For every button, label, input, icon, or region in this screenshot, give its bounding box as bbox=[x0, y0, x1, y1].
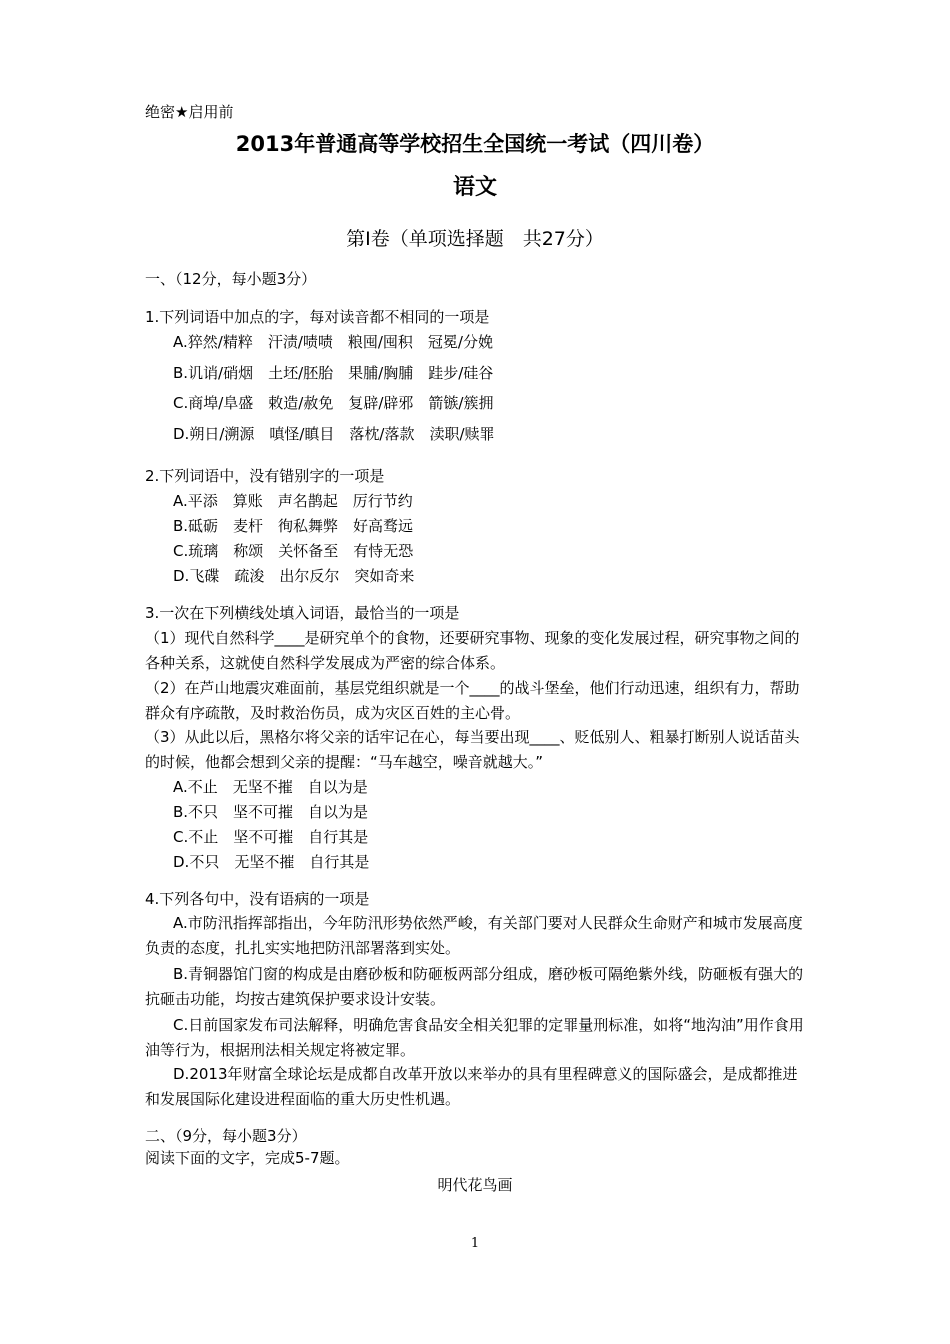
secret-label: 绝密★启用前 bbox=[145, 103, 234, 121]
part2-instruction: 阅读下面的文字，完成5-7题。 bbox=[145, 1149, 350, 1167]
q2-option-a: A.平添 算账 声名鹊起 厉行节约 bbox=[173, 492, 413, 510]
q3-sentence-2: （2）在芦山地震灾难面前，基层党组织就是一个____的战斗堡垒，他们行动迅速，组织有力，帮助群众有序疏散，及时救治伤员，成为灾区百姓的主心骨。 bbox=[145, 679, 800, 722]
q4-option-c: C.日前国家发布司法解释，明确危害食品安全相关犯罪的定罪量刑标准，如将“地沟油”用作食用油等行为，根据刑法相关规定将被定罪。 bbox=[145, 1016, 804, 1059]
part1-heading: 一、（12分，每小题3分） bbox=[145, 270, 317, 288]
q3-sentence-3: （3）从此以后，黑格尔将父亲的话牢记在心，每当要出现____、贬低别人、粗暴打断别人说话苗头的时候，他都会想到父亲的提醒：“马车越空，噪音就越大。” bbox=[145, 728, 800, 771]
q1-option-b: B.讥诮/硝烟 土坯/胚胎 果脯/胸脯 跬步/硅谷 bbox=[173, 364, 494, 382]
q3-option-b: B.不只 坚不可摧 自以为是 bbox=[173, 803, 369, 821]
q2-option-b: B.砥砺 麦杆 徇私舞弊 好高骛远 bbox=[173, 517, 414, 535]
q1-stem: 1.下列词语中加点的字，每对读音都不相同的一项是 bbox=[145, 308, 490, 326]
exam-title: 2013年普通高等学校招生全国统一考试（四川卷） bbox=[235, 132, 715, 156]
passage-title: 明代花鸟画 bbox=[437, 1176, 513, 1194]
q3-stem: 3.一次在下列横线处填入词语，最恰当的一项是 bbox=[145, 604, 460, 622]
q1-option-a: A.猝然/精粹 汗渍/啧啧 粮囤/囤积 冠冕/分娩 bbox=[173, 333, 493, 351]
q4-option-b: B.青铜器馆门窗的构成是由磨砂板和防砸板两部分组成，磨砂板可隔绝紫外线，防砸板有强大的抗砸击功能，均按古建筑保护要求设计安装。 bbox=[145, 965, 804, 1008]
q4-option-d: D.2013年财富全球论坛是成都自改革开放以来举办的具有里程碑意义的国际盛会，是成都推进和发展国际化建设进程面临的重大历史性机遇。 bbox=[145, 1065, 798, 1108]
part2-heading: 二、（9分，每小题3分） bbox=[145, 1127, 307, 1145]
q2-option-c: C.琉璃 称颂 关怀备至 有恃无恐 bbox=[173, 542, 414, 560]
q3-sentence-1: （1）现代自然科学____是研究单个的食物，还要研究事物、现象的变化发展过程，研究事物之间的各种关系，这就使自然科学发展成为严密的综合体系。 bbox=[145, 629, 800, 672]
page-number: 1 bbox=[470, 1236, 480, 1251]
q2-option-d: D.飞碟 疏浚 出尔反尔 突如奇来 bbox=[173, 567, 415, 585]
q3-option-a: A.不止 无坚不摧 自以为是 bbox=[173, 778, 368, 796]
subject-title: 语文 bbox=[452, 175, 497, 200]
q3-option-c: C.不止 坚不可摧 自行其是 bbox=[173, 828, 369, 846]
q3-option-d: D.不只 无坚不摧 自行其是 bbox=[173, 853, 370, 871]
q1-option-c: C.商埠/阜盛 敕造/赦免 复辟/辟邪 箭镞/簇拥 bbox=[173, 394, 494, 412]
q4-option-a: A.市防汛指挥部指出，今年防汛形势依然严峻，有关部门要对人民群众生命财产和城市发展高度负责的态度，扎扎实实地把防汛部署落到实处。 bbox=[145, 914, 803, 957]
volume-heading: 第Ⅰ卷（单项选择题 共27分） bbox=[346, 228, 604, 250]
q1-option-d: D.朔日/溯源 嗔怪/瞋目 落枕/落款 渎职/赎罪 bbox=[173, 425, 495, 443]
q2-stem: 2.下列词语中，没有错别字的一项是 bbox=[145, 467, 385, 485]
q4-stem: 4.下列各句中，没有语病的一项是 bbox=[145, 890, 370, 908]
